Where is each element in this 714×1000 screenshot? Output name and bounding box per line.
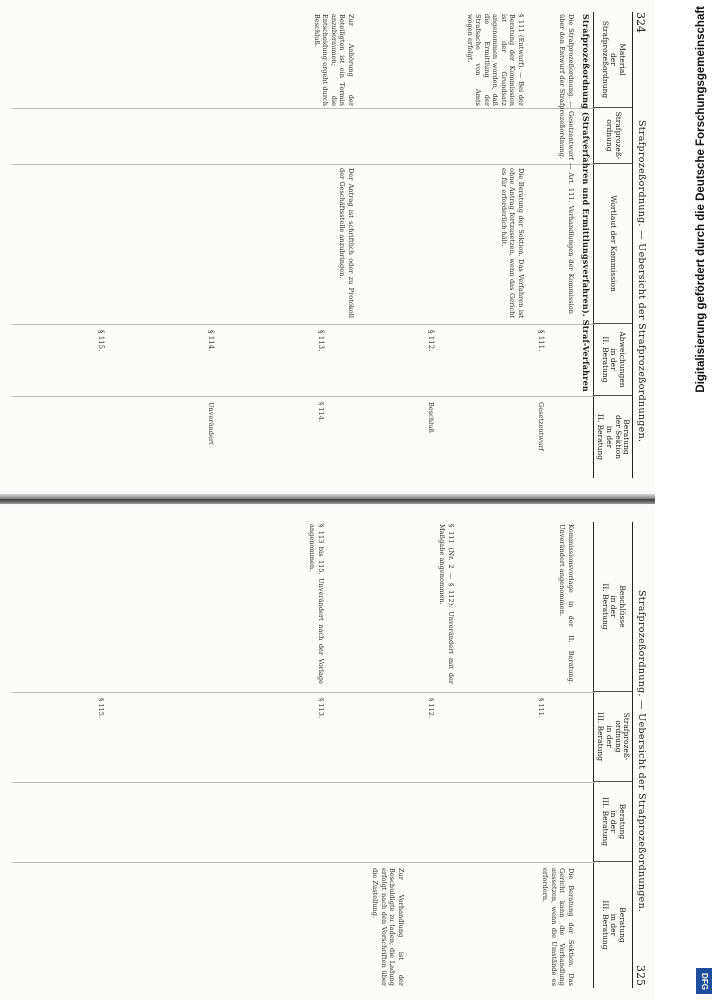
text-block: § 111 (Entwurf). — Bei der Beratung der Kommission ist der Grundsatz angenommen worden, daß die Ermittlung der Strafsache von Amts wegen erfolgt. [465, 14, 525, 106]
paragraph-mark: § 113. [317, 330, 325, 352]
text-block: Zur Verhandlung ist der Beschuldigte zu laden; die Ladung erfolgt nach den Vorschriften über die Zustellung. [371, 868, 405, 986]
column-header: Wortlaut der Kommission [594, 164, 632, 324]
paragraph-mark: § 115. [97, 330, 105, 352]
paragraph-mark: § 111. [537, 330, 545, 352]
column-header-row-left [593, 12, 633, 478]
column-header: Abweichungen in der II. Beratung [594, 324, 632, 396]
page-number-left: 324 [634, 12, 647, 33]
column-header: Strafprozeß- ordnung in der III. Beratung [594, 692, 632, 782]
column-header: Material der Strafprozeßordnung [594, 12, 632, 108]
column-rule [12, 108, 595, 109]
book-gutter [0, 494, 655, 504]
paragraph-mark: § 114. [207, 330, 215, 352]
column-header: Strafprozeß- ordnung [594, 108, 632, 164]
column-note: Beschluß [427, 402, 435, 433]
running-head-right: Strafprozeßordnung. — Uebersicht der Strafprozeßordnungen. [636, 590, 647, 913]
text-block: Kommissionsvorlage in der II. Beratung. Unverändert angenommen. [558, 524, 575, 684]
column-header: Beratung in der III. Beratung [600, 900, 627, 950]
page-number-right: 325 [634, 965, 647, 986]
dfg-logo: DFG [696, 968, 712, 994]
column-note: Gesetzentwurf [537, 402, 545, 451]
text-block: Die Strafprozeßordnung. — Gesetzentwurf — Art. 111. Verhandlungen der Kommission über den Entwurf der Strafprozeßordnung. [558, 14, 575, 314]
column-note: § 111. [537, 698, 545, 719]
column-header-row-right [593, 522, 633, 988]
text-block: Der Antrag ist schriftlich oder zu Protokoll der Geschäftsstelle anzubringen. [338, 168, 355, 318]
column-note: § 113. [317, 698, 325, 719]
column-header: Beschlüsse in der II. Beratung [594, 522, 632, 692]
column-note: § 115. [97, 698, 105, 719]
column-rule [12, 782, 595, 783]
digitization-note: Digitalisierung gefördert durch die Deutsche Forschungsgemeinschaft [695, 6, 707, 393]
column-rule [12, 324, 595, 325]
column-header: Beratung in der III. Beratung [594, 782, 632, 862]
column-note: § 114. [317, 402, 325, 423]
text-block: Zur Anhörung der Beteiligten ist ein Termin anzuberaumen; die Entscheidung ergeht durch Beschluß. [312, 14, 355, 106]
digitization-stamp [694, 0, 714, 1000]
column-header: Beratung der Sektion in der II. Beratung [596, 413, 632, 461]
column-rule [12, 692, 595, 693]
section-heading: Strafprozeßordnung (Strafverfahren und Ermittlungsverfahren). Straf-Verfahren [581, 14, 591, 392]
right-page [0, 510, 655, 1000]
paragraph-mark: § 112. [427, 330, 435, 352]
text-block: § 113 bis 115. Unverändert nach der Vorlage angenommen. [308, 524, 325, 684]
column-note: § 112. [427, 698, 435, 719]
column-rule [12, 862, 595, 863]
text-block: Die Beratung der Sektion. Das Verfahren ist ohne Antrag fortzusetzen, wenn das Gericht es für erforderlich hält. [499, 168, 525, 318]
column-rule [12, 164, 595, 165]
running-head-left: Strafprozeßordnung. — Uebersicht der Strafprozeßordnungen. [636, 120, 647, 443]
text-block: Die Beratung der Sektion. Das Gericht kann die Verhandlung aussetzen, wenn die Umstände es erfordern. [541, 868, 575, 986]
column-rule [12, 396, 595, 397]
column-note: Unverändert [207, 402, 215, 445]
text-block: § 111 (Nr. 2 — § 112). Unverändert mit der Maßgabe angenommen. [438, 524, 455, 684]
left-page [0, 0, 655, 490]
